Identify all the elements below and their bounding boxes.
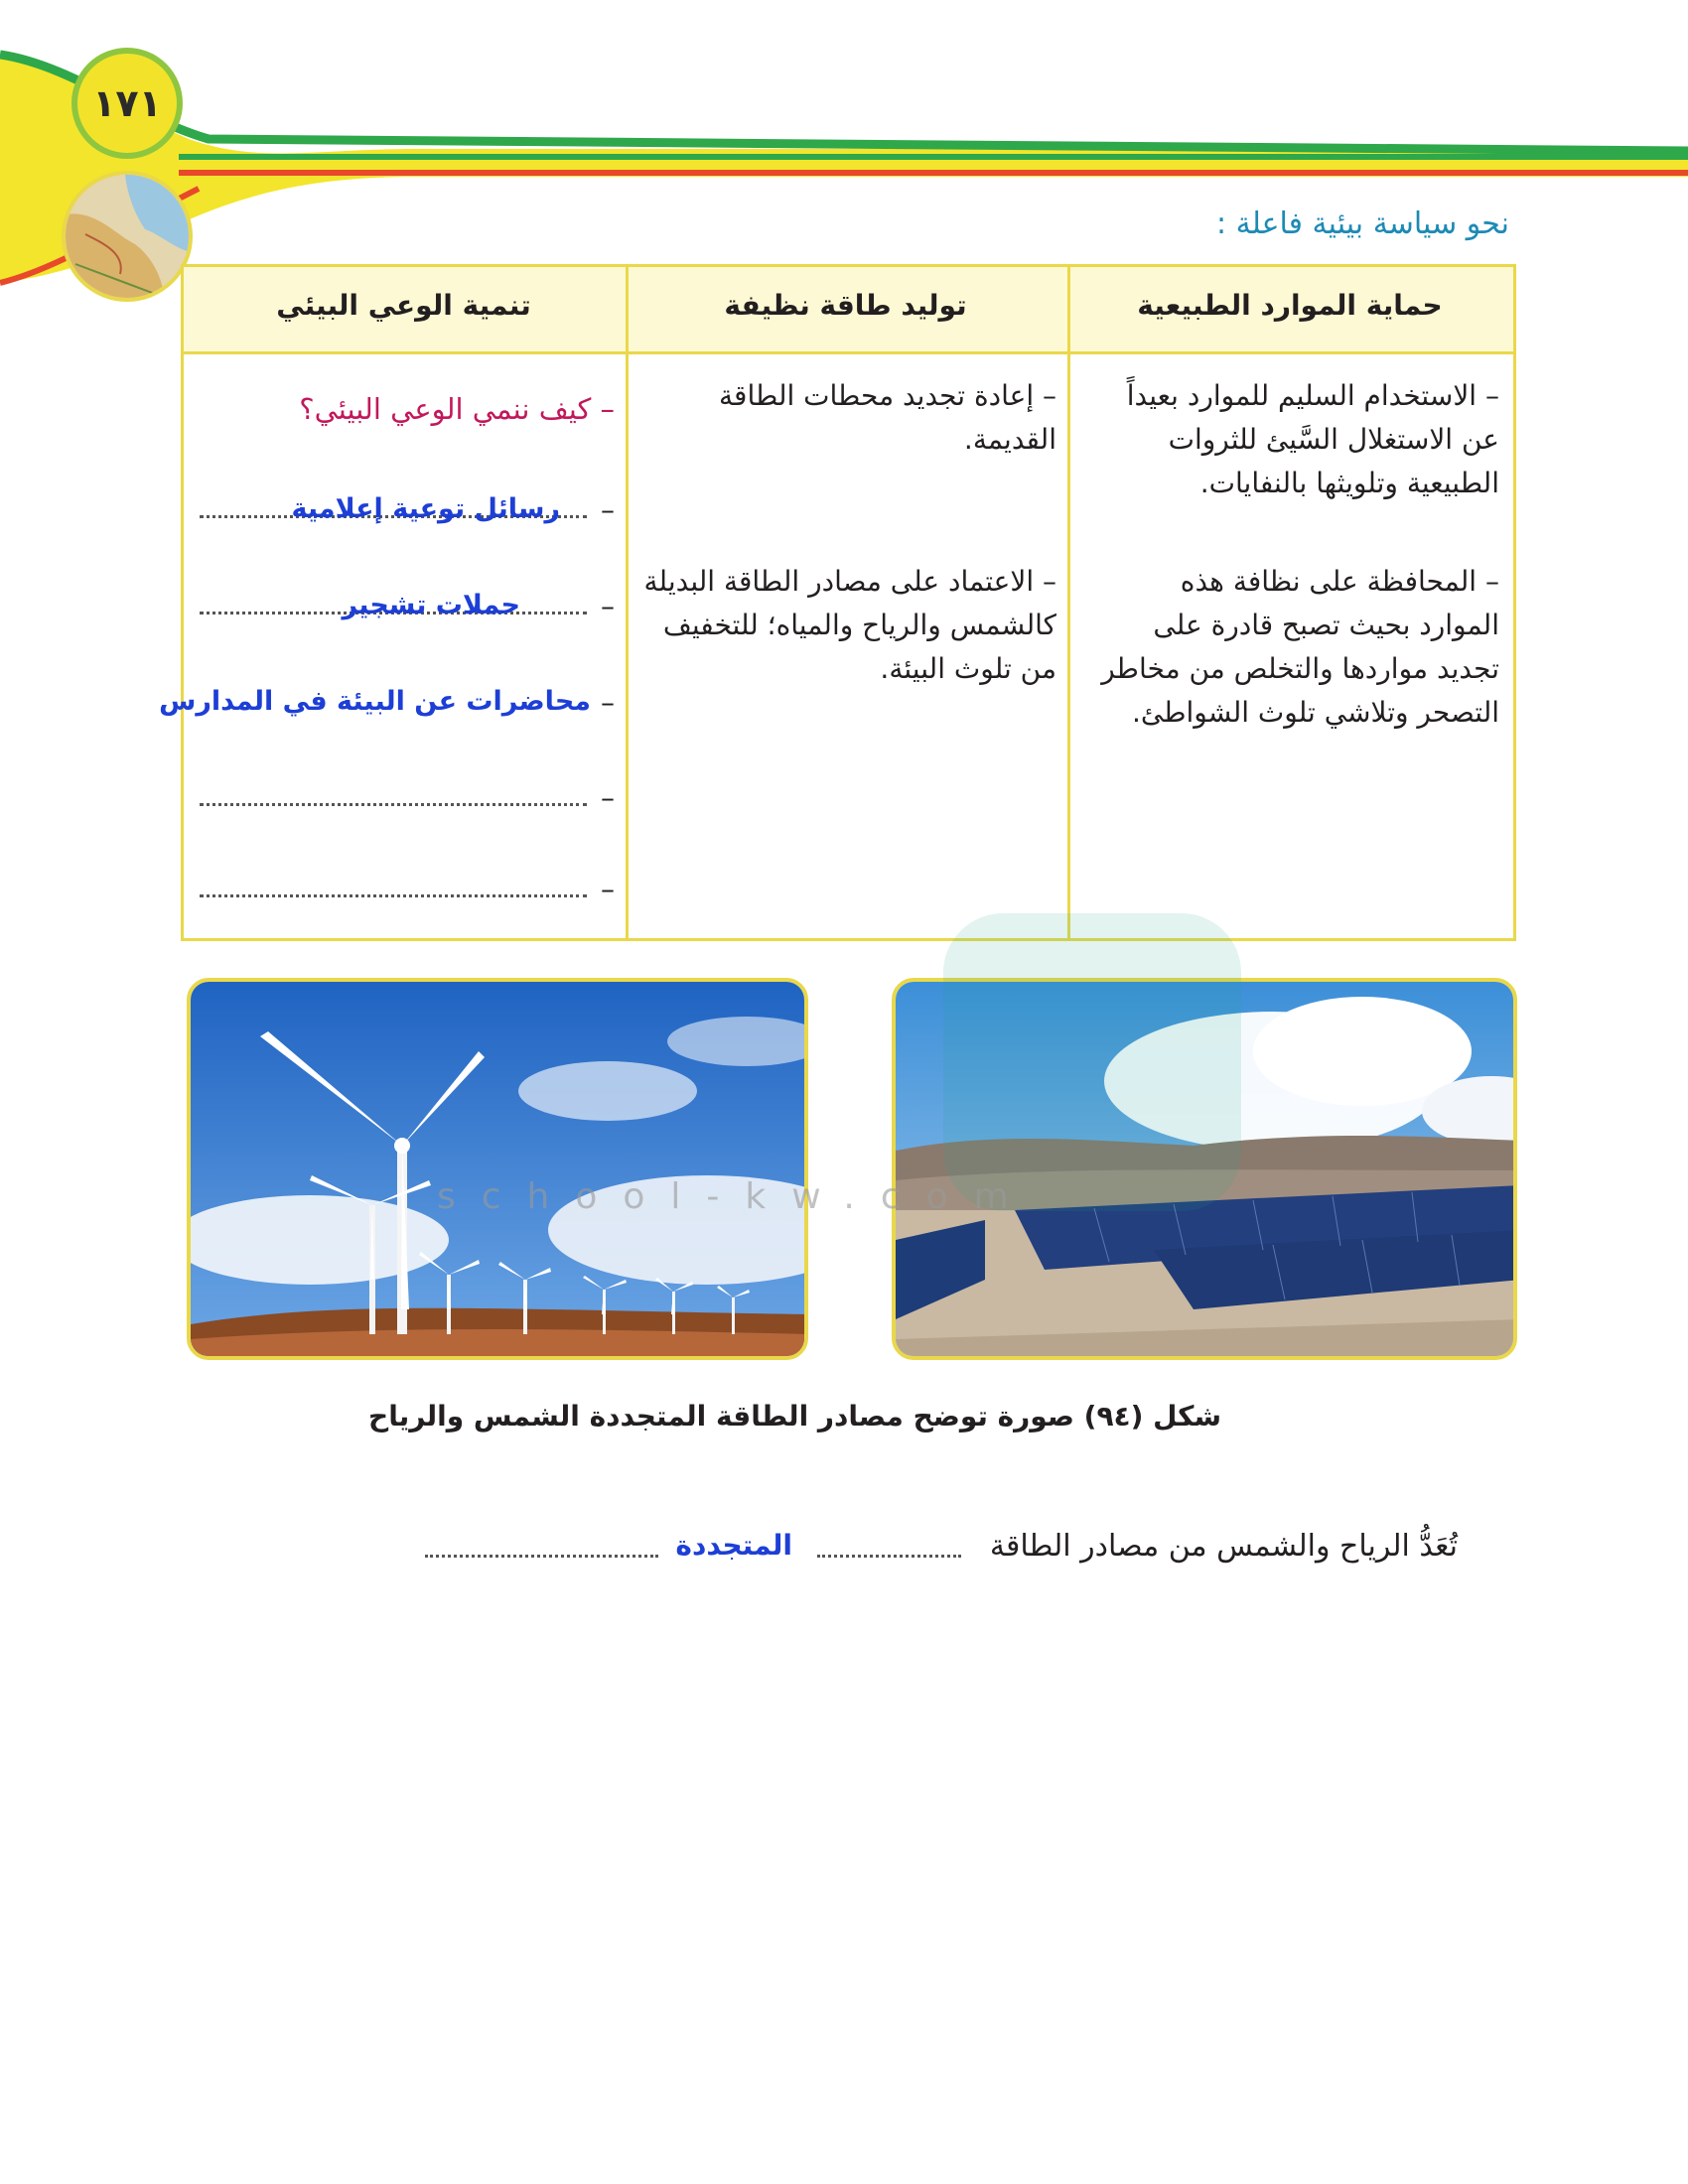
- clean-energy-point-1: – إعادة تجديد محطات الطاقة القديمة.: [719, 379, 1056, 456]
- dotted-line: [200, 885, 587, 897]
- clean-energy-point-2: – الاعتماد على مصادر الطاقة البديلة كالشمس والرياح والمياه؛ للتخفيف من تلوث البيئة.: [643, 565, 1056, 685]
- answer-text: حملات تشجير: [342, 590, 520, 620]
- column-divider: [1067, 267, 1070, 938]
- solar-panels-image: [896, 982, 1517, 1360]
- answer-line: [198, 781, 615, 821]
- wind-turbines-image: [191, 982, 808, 1360]
- solar-panels-photo: [892, 978, 1517, 1360]
- dash: –: [601, 493, 615, 526]
- dash: –: [601, 873, 615, 905]
- fill-blank-sentence: [226, 1529, 1458, 1576]
- header-environmental-awareness: تنمية الوعي البيئي: [276, 289, 531, 322]
- header-natural-resources: حماية الموارد الطبيعية: [1137, 289, 1443, 322]
- column-divider: [626, 267, 629, 938]
- fill-blank-text: تُعَدُّ الرياح والشمس من مصادر الطاقة: [989, 1529, 1458, 1564]
- answer-text: رسائل توعية إعلامية: [291, 493, 560, 524]
- answer-text: محاضرات عن البيئة في المدارس: [159, 686, 591, 717]
- figure-caption: شكل (٩٤) صورة توضح مصادر الطاقة المتجددة الشمس والرياح: [368, 1400, 1221, 1433]
- dotted-line: [200, 793, 587, 806]
- section-title: نحو سياسة بيئية فاعلة :: [1215, 206, 1509, 241]
- natural-resources-point-2: – المحافظة على نظافة هذه الموارد بحيث تصبح قادرة على تجديد مواردها والتخلص من مخاطر التصحر وتلاشي تلوث الشواطئ.: [1101, 565, 1499, 729]
- answer-line: [159, 686, 615, 726]
- dotted-line: [817, 1555, 961, 1558]
- fill-blank-answer: المتجددة: [675, 1529, 792, 1562]
- page-number-badge: [71, 48, 183, 159]
- answer-line: [198, 493, 615, 533]
- watermark-text: school-kw.com: [437, 1176, 1035, 1217]
- dash: –: [601, 686, 615, 719]
- answer-line: [198, 873, 615, 912]
- policy-table: [159, 264, 1516, 941]
- map-thumbnail: [62, 171, 193, 302]
- page-number: ١٧١: [92, 81, 162, 125]
- dotted-line: [425, 1555, 658, 1558]
- dash: –: [601, 781, 615, 814]
- header-clean-energy: توليد طاقة نظيفة: [724, 289, 967, 322]
- wind-turbines-photo: [187, 978, 808, 1360]
- answer-line: [198, 590, 615, 629]
- header-banner: [0, 0, 1688, 298]
- dash: –: [601, 590, 615, 622]
- awareness-question: – كيف ننمي الوعي البيئي؟: [299, 392, 615, 426]
- natural-resources-point-1: – الاستخدام السليم للموارد بعيداً عن الاستغلال السَّيئ للثروات الطبيعية وتلويثها بالنفايات.: [1126, 379, 1499, 499]
